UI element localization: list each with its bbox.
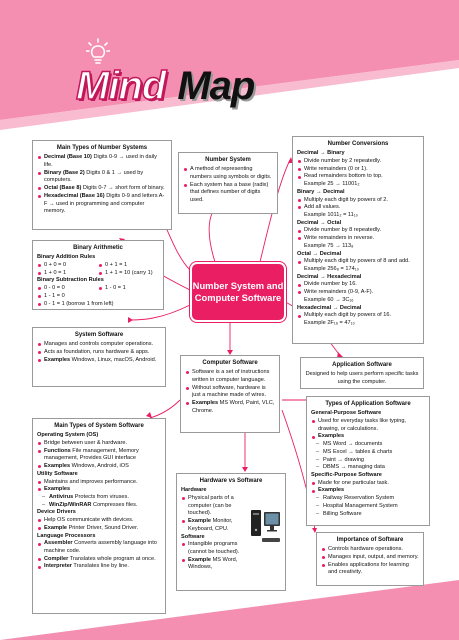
number-system-item: Each system has a base (radix) that defines number of digits used.: [183, 182, 273, 205]
main-type-item: Binary (Base 2) Digits 0 & 1 → used by computers.: [37, 170, 167, 185]
software-item: Example MS Word, Windows,: [181, 557, 255, 572]
language-processor-item: Compiler Translates whole program at once.: [37, 556, 161, 564]
language-processors-title: Language Processors: [37, 532, 96, 539]
computer-software-item: Software is a set of instructions written in computer language.: [185, 369, 275, 384]
conversion-step: Write remainders in reverse.: [297, 235, 419, 243]
computer-software-item: Without software, hardware is just a machine made of wires.: [185, 385, 275, 400]
binary-arithmetic-box: [32, 240, 164, 310]
addition-rule: 1 + 0 = 1: [37, 270, 98, 278]
conversion-example: Example 25 → 11001₂: [304, 181, 360, 188]
device-drivers-title: Device Drivers: [37, 509, 76, 516]
computer-software-item: Examples MS Word, Paint, VLC, Chrome.: [185, 400, 275, 415]
importance-item: Manages input, output, and memory.: [321, 554, 419, 562]
os-title: Operating System (OS): [37, 432, 99, 439]
specific-purpose-example: – Hospital Management System: [311, 503, 425, 511]
general-purpose-example: – Paint → drawing: [311, 457, 425, 465]
main-type-item: Octal (Base 8) Digits 0-7 → short form of binary.: [37, 185, 167, 193]
conversion-step: Divide number by 16.: [297, 281, 419, 289]
subtraction-rule: 0 - 0 = 0: [37, 285, 98, 293]
language-processor-item: Assembler Converts assembly language into machine code.: [37, 540, 161, 555]
conversion-example: Example 256₈ = 174₁₀: [304, 266, 359, 273]
computer-software-heading: Computer Software: [202, 360, 258, 366]
main-types-heading: Main Types of Number Systems: [56, 145, 148, 151]
hardware-item: Example Monitor, Keyboard, CPU.: [181, 518, 255, 533]
conversion-step: Read remainders bottom to top.: [297, 173, 419, 181]
subtraction-rule: 1 - 0 = 1: [98, 285, 159, 293]
importance-heading: Importance of Software: [336, 537, 404, 543]
main-types-system-heading: Main Types of System Software: [54, 423, 144, 429]
types-application-software-box: [306, 396, 430, 526]
system-software-item: Acts as foundation, runs hardware & apps.: [37, 349, 161, 357]
main-type-item: Decimal (Base 10) Digits 0-9 → used in daily life.: [37, 154, 167, 169]
device-driver-item: Example Printer Driver, Sound Driver.: [37, 525, 161, 533]
hardware-item: Physical parts of a computer (can be touched).: [181, 495, 255, 518]
title-word-mind: Mind: [76, 64, 166, 108]
conversion-title: Hexadecimal → Decimal: [297, 304, 362, 311]
general-purpose-example: – MS Excel → tables & charts: [311, 449, 425, 457]
application-software-text: Designed to help users perform specific tasks using the computer.: [305, 371, 419, 385]
os-item: Functions File management, Memory management, Provides GUI interface: [37, 448, 161, 463]
utility-title: Utility Software: [37, 470, 78, 477]
specific-purpose-title: Specific-Purpose Software: [311, 472, 382, 479]
conversions-heading: Number Conversions: [327, 141, 389, 147]
utility-example: – Antivirus Protects from viruses.: [37, 494, 161, 502]
importance-item: Controls hardware operations.: [321, 546, 419, 554]
utility-example: – WinZip/WinRAR Compresses files.: [37, 502, 161, 510]
addition-rule: 0 + 0 = 0: [37, 262, 98, 270]
application-software-heading: Application Software: [332, 362, 392, 368]
system-software-item: Manages and controls computer operations.: [37, 341, 161, 349]
system-software-item: Examples Windows, Linux, macOS, Android.: [37, 357, 161, 365]
computer-software-box: [180, 355, 280, 433]
conversion-step: Divide number by 8 repeatedly.: [297, 227, 419, 235]
conversion-example: Example 1011₂ = 11₁₀: [304, 212, 358, 219]
conversion-step: Multiply each digit by powers of 2.: [297, 197, 419, 205]
computer-icon: [250, 508, 282, 548]
general-purpose-example: – MS Word → documents: [311, 441, 425, 449]
general-purpose-examples-label: Examples: [311, 433, 425, 441]
hw-sw-heading: Hardware vs Software: [199, 478, 263, 484]
conversion-step: Divide number by 2 repeatedly.: [297, 158, 419, 166]
title-word-map: Map: [177, 64, 255, 108]
subtraction-rule: 0 - 1 = 1 (borrow 1 from left): [37, 301, 159, 309]
specific-purpose-item: Made for one particular task.: [311, 480, 425, 488]
conversion-step: Write remainders (0-9, A-F).: [297, 289, 419, 297]
main-types-number-systems-box: [32, 140, 172, 230]
software-title: Software: [181, 533, 205, 540]
specific-purpose-examples-label: Examples: [311, 487, 425, 495]
conversion-title: Octal → Decimal: [297, 250, 342, 257]
subtraction-rule: 1 - 1 = 0: [37, 293, 159, 301]
os-item: Examples Windows, Android, iOS: [37, 463, 161, 471]
general-purpose-example: – DBMS → managing data: [311, 464, 425, 472]
conversion-title: Decimal → Hexadecimal: [297, 273, 362, 280]
general-purpose-title: General-Purpose Software: [311, 410, 382, 417]
hardware-title: Hardware: [181, 487, 207, 494]
specific-purpose-example: – Railway Reservation System: [311, 495, 425, 503]
application-software-box: [300, 357, 424, 389]
conversion-title: Decimal → Binary: [297, 150, 345, 157]
binary-arithmetic-heading: Binary Arithmetic: [73, 245, 123, 251]
specific-purpose-example: – Billing Software: [311, 511, 425, 519]
conversion-title: Decimal → Octal: [297, 219, 342, 226]
language-processor-item: Interpreter Translates line by line.: [37, 563, 161, 571]
system-software-box: [32, 327, 166, 387]
utility-item: Maintains and improves performance.: [37, 479, 161, 487]
conversion-step: Add all values.: [297, 204, 419, 212]
conversion-step: Multiply each digit by powers of 8 and add.: [297, 258, 419, 266]
utility-item: Examples: [37, 486, 161, 494]
types-app-heading: Types of Application Software: [325, 401, 411, 407]
conversion-example: Example 2F₁₆ = 47₁₀: [304, 320, 355, 327]
binary-subtraction-title: Binary Subtraction Rules: [37, 277, 104, 284]
number-conversions-box: [292, 136, 424, 344]
addition-rule: 1 + 1 = 10 (carry 1): [98, 270, 159, 278]
os-item: Bridge between user & hardware.: [37, 440, 161, 448]
general-purpose-item: Used for everyday tasks like typing, drawing, or calculations.: [311, 418, 425, 433]
importance-box: [316, 532, 424, 586]
binary-addition-title: Binary Addition Rules: [37, 254, 96, 261]
software-item: Intangible programs (cannot be touched).: [181, 541, 255, 556]
importance-item: Enables applications for learning and creativity.: [321, 562, 419, 577]
main-types-system-software-box: [32, 418, 166, 614]
addition-rule: 0 + 1 = 1: [98, 262, 159, 270]
conversion-example: Example 75 → 113₈: [304, 242, 354, 249]
main-type-item: Hexadecimal (Base 16) Digits 0-9 and letters A-F → used in programming and computer memory.: [37, 193, 167, 216]
number-system-item: A method of representing numbers using symbols or digits.: [183, 166, 273, 181]
number-system-box: [178, 152, 278, 214]
conversion-example: Example 60 → 3C₁₆: [304, 296, 354, 303]
device-driver-item: Help OS communicate with devices.: [37, 517, 161, 525]
number-system-heading: Number System: [205, 157, 251, 163]
center-node: Number System and Computer Software: [190, 262, 286, 322]
system-software-heading: System Software: [74, 332, 124, 338]
conversion-step: Multiply each digit by powers of 16.: [297, 312, 419, 320]
conversion-title: Binary → Decimal: [297, 188, 345, 195]
conversion-step: Write remainders (0 or 1).: [297, 166, 419, 174]
